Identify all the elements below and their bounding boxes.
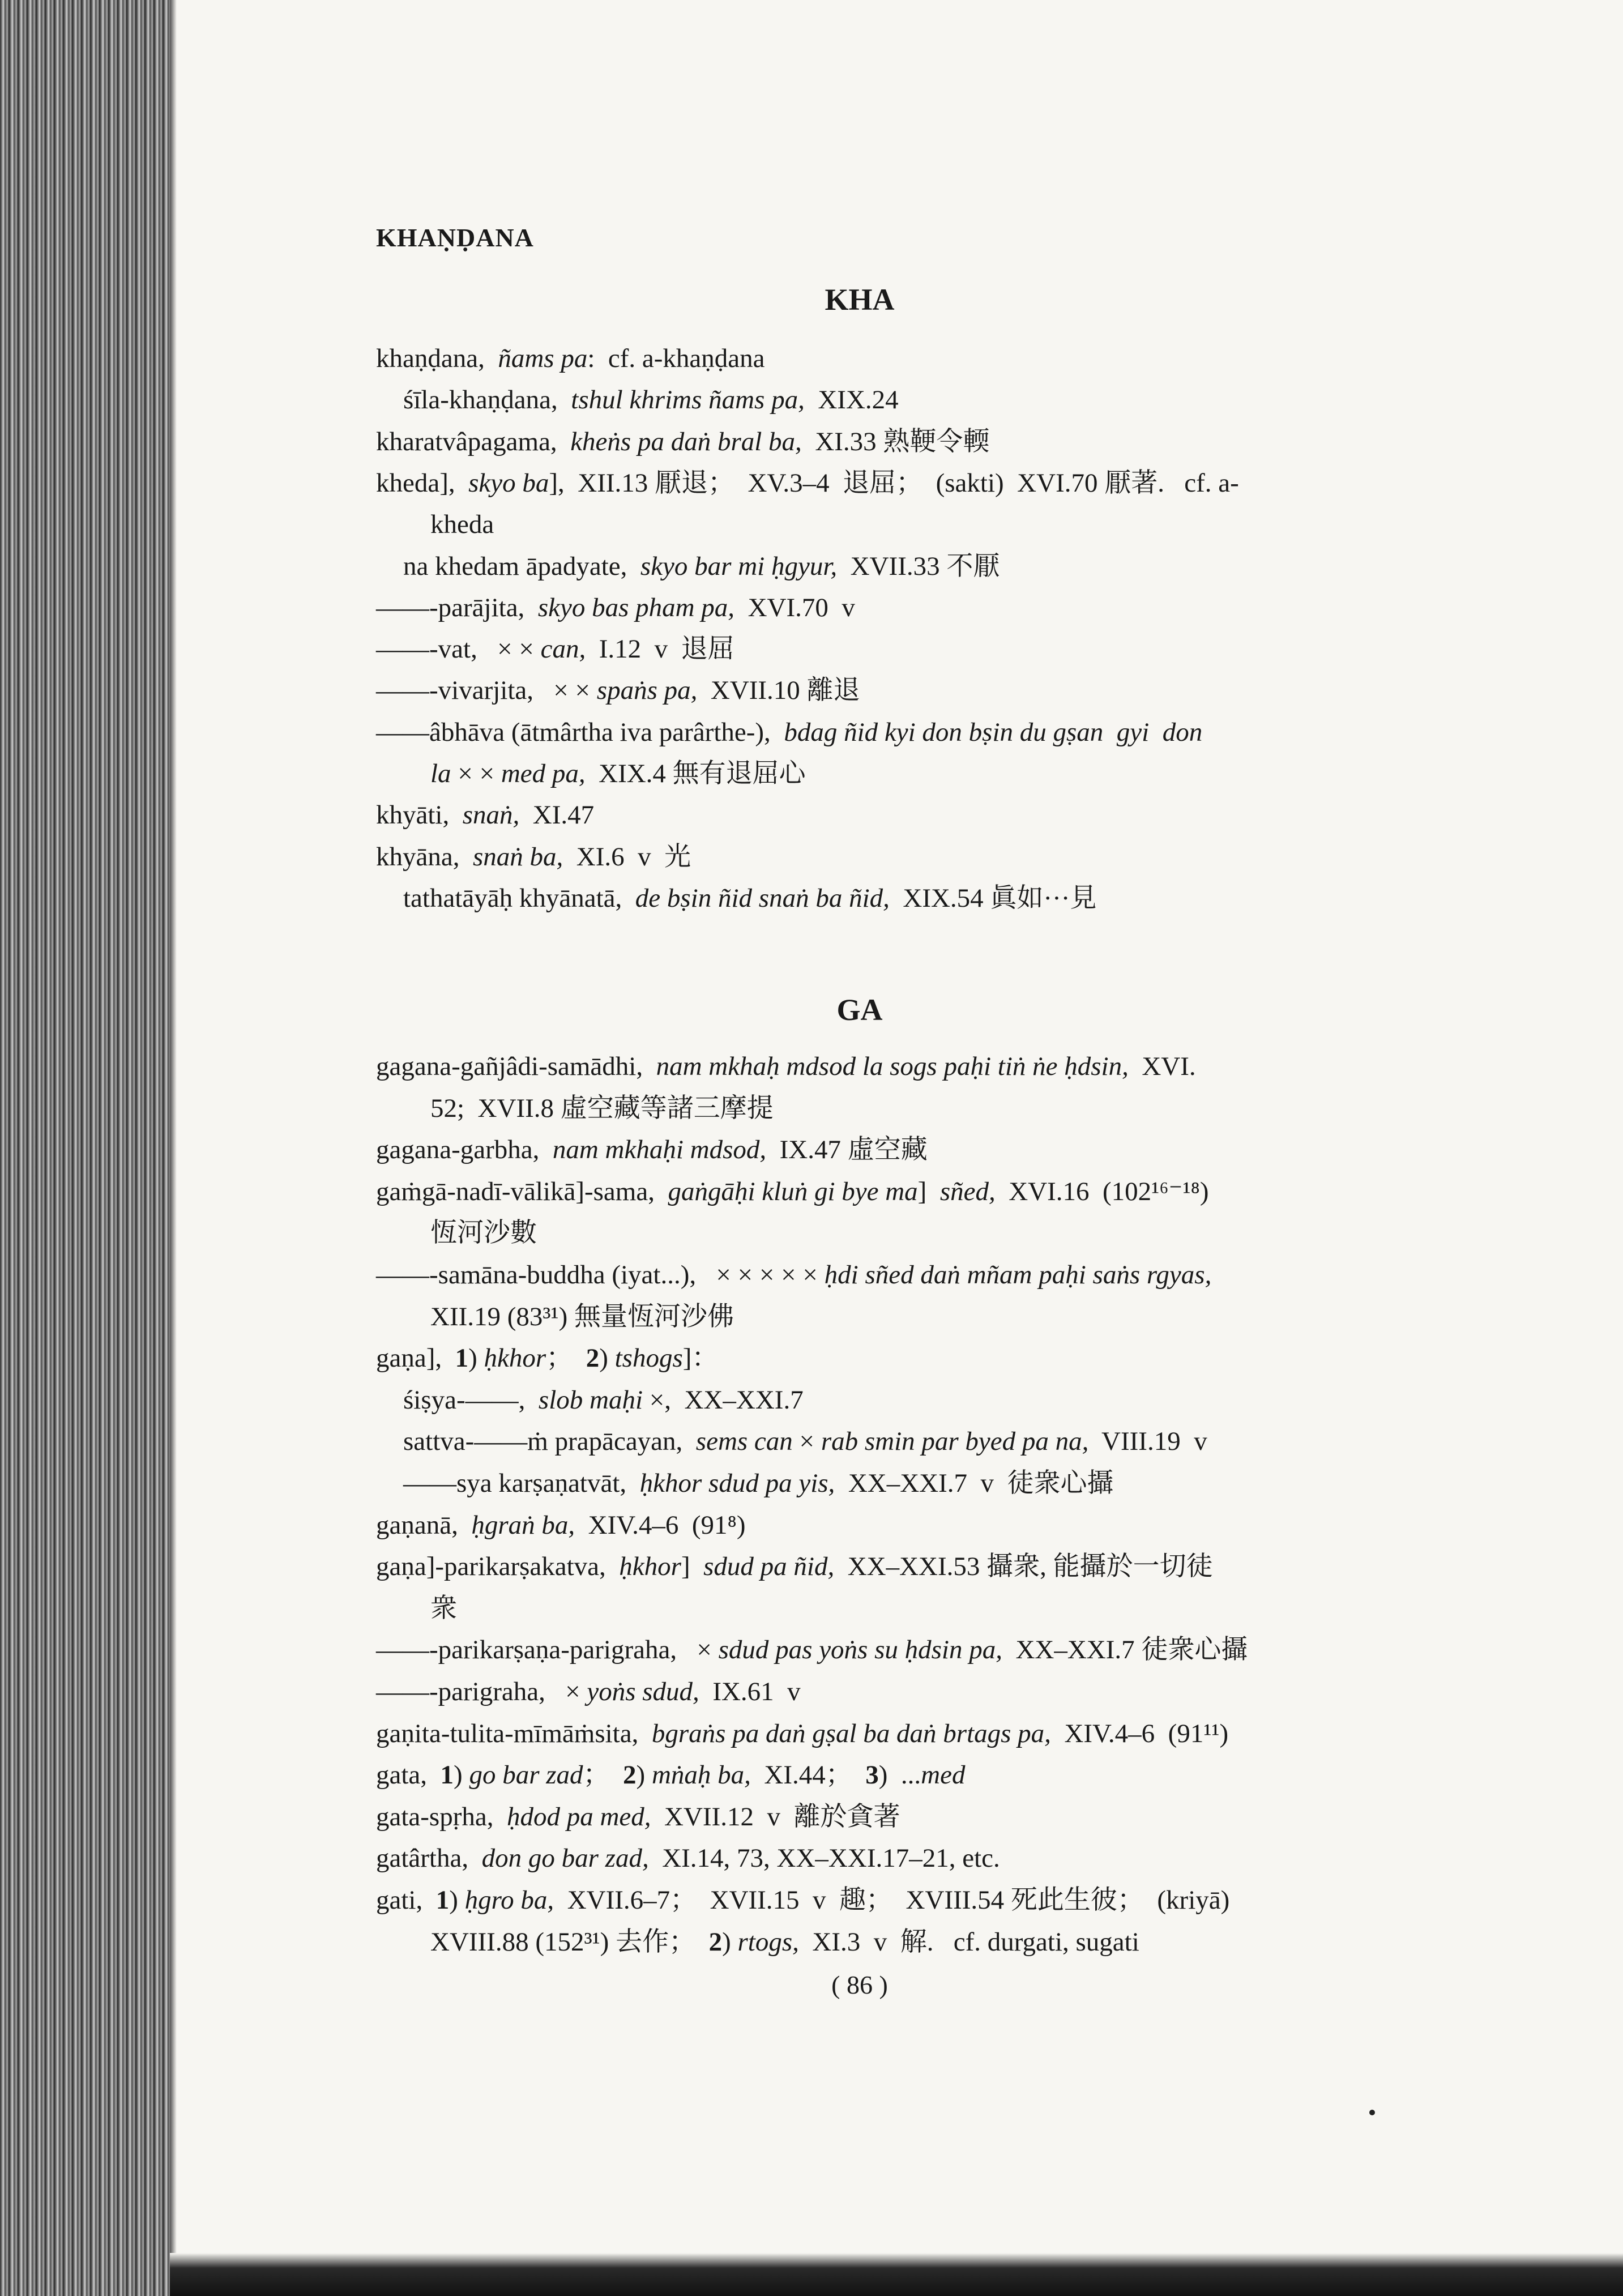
entry-line bbox=[376, 1721, 1228, 1747]
entry-line bbox=[376, 595, 855, 621]
entry-text: I.12 v 退屈 bbox=[586, 634, 734, 664]
entry-line bbox=[430, 1095, 774, 1122]
tibetan-equivalent: bdag ñid kyi don bṣin du gṣan gyi don bbox=[784, 718, 1203, 747]
tibetan-equivalent: gaṅgāḥi kluṅ gi bye ma bbox=[668, 1177, 918, 1206]
entry-text: ——sya karṣaṇatvāt, bbox=[403, 1469, 640, 1498]
entry-text: XIX.54 眞如···見 bbox=[889, 884, 1097, 913]
entry-line bbox=[376, 1262, 1211, 1288]
entry-text: 恆河沙數 bbox=[430, 1218, 537, 1248]
tibetan-equivalent: skyo bar mi ḥgyur, bbox=[640, 552, 838, 581]
tibetan-equivalent: yoṅs sdud, bbox=[587, 1677, 699, 1706]
entry-line bbox=[430, 1929, 1139, 1956]
entry-line bbox=[403, 387, 899, 413]
entry-text: ) bbox=[454, 1760, 469, 1790]
entry-text: 52; XVII.8 虛空藏等諸三摩提 bbox=[430, 1094, 774, 1123]
entry-line bbox=[430, 511, 494, 538]
entry-line bbox=[376, 1637, 1248, 1663]
entry-text: XVII.6–7； XVII.15 v 趣； XVIII.54 死此生彼； (kriyā) bbox=[554, 1885, 1230, 1915]
tibetan-equivalent: ñams pa bbox=[498, 344, 588, 373]
entry-text: XI.14, 73, XX–XXI.17–21, etc. bbox=[648, 1843, 1000, 1873]
tibetan-equivalent: nam mkhaḥ mdsod la sogs paḥi tiṅ ṅe ḥdsin, bbox=[656, 1052, 1129, 1081]
entry-text: XIV.4–6 (91⁸) bbox=[575, 1510, 746, 1540]
entry-line bbox=[376, 1762, 965, 1789]
entry-text: ) bbox=[636, 1760, 652, 1790]
entry-text: gaṇita-tulita-mīmāṁsita, bbox=[376, 1719, 652, 1748]
page-number: ( 86 ) bbox=[831, 1970, 888, 1999]
entry-text: XI.47 bbox=[519, 800, 595, 830]
entry-line bbox=[430, 1595, 457, 1622]
entry-text: ； bbox=[583, 1760, 623, 1790]
tibetan-equivalent: sdud pa ñid, bbox=[703, 1552, 835, 1581]
sense-number: 1 bbox=[435, 1885, 450, 1915]
entry-line bbox=[430, 1304, 734, 1330]
entry-text: sattva-——ṁ prapācayan, bbox=[403, 1427, 696, 1456]
entry-text: ] bbox=[917, 1177, 940, 1206]
tibetan-equivalent: slob maḥi bbox=[538, 1385, 643, 1415]
tibetan-equivalent: sdud pas yoṅs su ḥdsin pa, bbox=[718, 1635, 1002, 1665]
entry-text: khyāti, bbox=[376, 800, 463, 830]
tibetan-equivalent: ḥdod pa med, bbox=[506, 1802, 651, 1832]
entry-text: XVII.12 v 離於貪著 bbox=[651, 1802, 900, 1832]
entry-text: VIII.19 v bbox=[1088, 1427, 1207, 1456]
entry-text: gata, bbox=[376, 1760, 441, 1790]
entry-text: ——âbhāva (ātmârtha iva parârthe-), bbox=[376, 718, 784, 747]
entry-text: ) bbox=[722, 1927, 738, 1957]
sense-number: 1 bbox=[455, 1343, 469, 1373]
tibetan-equivalent: go bar zad bbox=[469, 1760, 583, 1790]
entry-text: XII.19 (83³¹) 無量恆河沙佛 bbox=[430, 1302, 734, 1331]
entry-line bbox=[376, 1845, 1000, 1872]
entry-text: IX.61 v bbox=[699, 1677, 801, 1706]
entry-text: śiṣya-——, bbox=[403, 1385, 539, 1415]
entry-line bbox=[376, 1887, 1229, 1914]
sense-number: 3 bbox=[865, 1760, 879, 1790]
tibetan-equivalent: med pa, bbox=[501, 759, 586, 788]
tibetan-equivalent: ḥkhor bbox=[619, 1552, 681, 1581]
entry-text: gati, bbox=[376, 1885, 436, 1915]
entry-text: gaṇa]-parikarṣakatva, bbox=[376, 1552, 620, 1581]
entry-text: × bbox=[792, 1427, 821, 1456]
entry-text: ) bbox=[599, 1343, 615, 1373]
entry-text: gatârtha, bbox=[376, 1843, 482, 1873]
entry-line bbox=[376, 1345, 718, 1372]
tibetan-equivalent: sñed, bbox=[939, 1177, 996, 1206]
entry-line bbox=[430, 761, 806, 787]
entry-text: ——-parigraha, × bbox=[376, 1677, 587, 1706]
entry-text: ——-vat, × × bbox=[376, 634, 541, 664]
entry-text: XVII.10 離退 bbox=[697, 676, 860, 705]
entry-line bbox=[376, 1554, 1213, 1580]
sense-number: 1 bbox=[440, 1760, 454, 1790]
entry-line bbox=[430, 1220, 537, 1247]
entry-line bbox=[376, 345, 765, 372]
entry-text: ——-parikarṣaṇa-parigraha, × bbox=[376, 1635, 719, 1665]
entry-line bbox=[376, 802, 594, 829]
tibetan-equivalent: nam mkhaḥi mdsod, bbox=[552, 1135, 767, 1164]
entry-text: tathatāyāḥ khyānatā, bbox=[403, 884, 635, 913]
tibetan-equivalent: spaṅs pa, bbox=[596, 676, 698, 705]
entry-text: XI.6 v 光 bbox=[563, 842, 691, 872]
tibetan-equivalent: ḥkhor bbox=[484, 1343, 546, 1373]
entry-text: XI.44； bbox=[750, 1760, 866, 1790]
tibetan-equivalent: bgraṅs pa daṅ gṣal ba daṅ brtags pa, bbox=[651, 1719, 1051, 1748]
entry-text: ) bbox=[449, 1885, 465, 1915]
entry-text: śīla-khaṇḍana, bbox=[403, 385, 571, 415]
tibetan-equivalent: skyo bas pham pa, bbox=[537, 593, 735, 622]
entry-text: kheda], bbox=[376, 468, 469, 498]
entry-text: ) ... bbox=[878, 1760, 921, 1790]
tibetan-equivalent: ḥdi sñed daṅ mñam paḥi saṅs rgyas, bbox=[824, 1260, 1212, 1290]
entry-text: XI.3 v 解. cf. durgati, sugati bbox=[798, 1927, 1139, 1957]
entry-text: ) bbox=[468, 1343, 484, 1373]
entry-text: XX–XXI.7 徒衆心攝 bbox=[1002, 1635, 1248, 1665]
entry-line bbox=[376, 719, 1202, 746]
tibetan-equivalent: can, bbox=[540, 634, 586, 664]
entry-text: gagana-gañjâdi-samādhi, bbox=[376, 1052, 656, 1081]
section-title-kha: KHA bbox=[825, 283, 895, 317]
tibetan-equivalent: tshul khrims ñams pa, bbox=[571, 385, 805, 415]
entry-line bbox=[376, 429, 989, 455]
entry-text: gaṇa], bbox=[376, 1343, 455, 1373]
entry-text: × × bbox=[451, 759, 501, 788]
entry-line bbox=[376, 636, 734, 663]
entry-text: ]： bbox=[682, 1343, 719, 1373]
entry-text: ], XII.13 厭退； XV.3–4 退屈； (sakti) XVI.70 厭著. cf. a- bbox=[549, 468, 1239, 498]
entry-text: kharatvâpagama, bbox=[376, 427, 571, 456]
entry-text: XX–XXI.7 v 徒衆心攝 bbox=[835, 1469, 1114, 1498]
entry-text: gagana-garbha, bbox=[376, 1135, 553, 1164]
tibetan-equivalent: skyo ba bbox=[468, 468, 549, 498]
tibetan-equivalent: med bbox=[921, 1760, 966, 1790]
entry-line bbox=[403, 1387, 804, 1414]
tibetan-equivalent: sems can bbox=[695, 1427, 793, 1456]
tibetan-equivalent: rab smin par byed pa na, bbox=[821, 1427, 1089, 1456]
entry-text: IX.47 虛空藏 bbox=[766, 1135, 928, 1164]
entry-text: ——-vivarjita, × × bbox=[376, 676, 597, 705]
entry-text: XVII.33 不厭 bbox=[837, 552, 1000, 581]
entry-line bbox=[376, 1679, 801, 1705]
entry-text: gaṇanā, bbox=[376, 1510, 472, 1540]
entry-text: XIX.4 無有退屈心 bbox=[585, 759, 806, 788]
entry-line bbox=[376, 844, 691, 870]
entry-text: gaṁgā-nadī-vālikā]-sama, bbox=[376, 1177, 668, 1206]
entry-text: 衆 bbox=[430, 1594, 457, 1623]
entry-text: ——-parājita, bbox=[376, 593, 538, 622]
entry-text: ； bbox=[546, 1343, 586, 1373]
entry-line bbox=[403, 885, 1096, 912]
sense-number: 2 bbox=[586, 1343, 600, 1373]
entry-text: : cf. a-khaṇḍana bbox=[587, 344, 765, 373]
tibetan-equivalent: kheṅs pa daṅ bral ba, bbox=[570, 427, 802, 456]
entry-text: XIX.24 bbox=[804, 385, 899, 415]
tibetan-equivalent: ḥgraṅ ba, bbox=[471, 1510, 575, 1540]
sense-number: 2 bbox=[708, 1927, 723, 1957]
entry-line bbox=[376, 1053, 1196, 1080]
tibetan-equivalent: tshogs bbox=[614, 1343, 683, 1373]
entry-text: XIV.4–6 (91¹¹) bbox=[1050, 1719, 1229, 1748]
entry-text: ——-samāna-buddha (iyat...), × × × × × bbox=[376, 1260, 825, 1290]
tibetan-equivalent: snaṅ, bbox=[462, 800, 520, 830]
running-head: KHAṆḌANA bbox=[376, 223, 534, 252]
entry-text: XX–XXI.53 攝衆, 能攝於一切徒 bbox=[834, 1552, 1213, 1581]
entry-text: kheda bbox=[430, 510, 494, 539]
entry-line bbox=[376, 1137, 928, 1163]
tibetan-equivalent: rtogs, bbox=[737, 1927, 799, 1957]
tibetan-equivalent: mṅaḥ ba, bbox=[651, 1760, 751, 1790]
tibetan-equivalent: de bṣin ñid snaṅ ba ñid, bbox=[635, 884, 890, 913]
entry-text: gata-spṛha, bbox=[376, 1802, 507, 1832]
entry-text: ×, XX–XXI.7 bbox=[643, 1385, 804, 1415]
entry-line bbox=[403, 1470, 1113, 1497]
tibetan-equivalent: ḥgro ba, bbox=[464, 1885, 554, 1915]
entry-line bbox=[376, 677, 860, 704]
entry-line bbox=[376, 1179, 1209, 1205]
entry-text: khyāna, bbox=[376, 842, 473, 872]
entry-text: na khedam āpadyate, bbox=[403, 552, 640, 581]
entry-line bbox=[403, 1428, 1207, 1455]
tibetan-equivalent: snaṅ ba, bbox=[472, 842, 563, 872]
sense-number: 2 bbox=[623, 1760, 637, 1790]
entry-line bbox=[376, 470, 1239, 497]
entry-text: XVIII.88 (152³¹) 去作； bbox=[430, 1927, 709, 1957]
entry-text: ] bbox=[681, 1552, 704, 1581]
scan-speck bbox=[1369, 2110, 1375, 2115]
entry-text: XVI.16 (102¹⁶⁻¹⁸) bbox=[995, 1177, 1209, 1206]
tibetan-equivalent: la bbox=[430, 759, 451, 788]
entry-text: XVI. bbox=[1128, 1052, 1196, 1081]
tibetan-equivalent: don go bar zad, bbox=[481, 1843, 649, 1873]
entry-text: XVI.70 v bbox=[734, 593, 855, 622]
entry-line bbox=[376, 1804, 900, 1830]
entry-line bbox=[403, 553, 1000, 580]
section-title-ga: GA bbox=[836, 993, 883, 1027]
entry-line bbox=[376, 1512, 746, 1539]
entry-text: khaṇḍana, bbox=[376, 344, 498, 373]
entry-text: XI.33 熟鞕令輭 bbox=[801, 427, 990, 456]
tibetan-equivalent: ḥkhor sdud pa yis, bbox=[639, 1469, 835, 1498]
